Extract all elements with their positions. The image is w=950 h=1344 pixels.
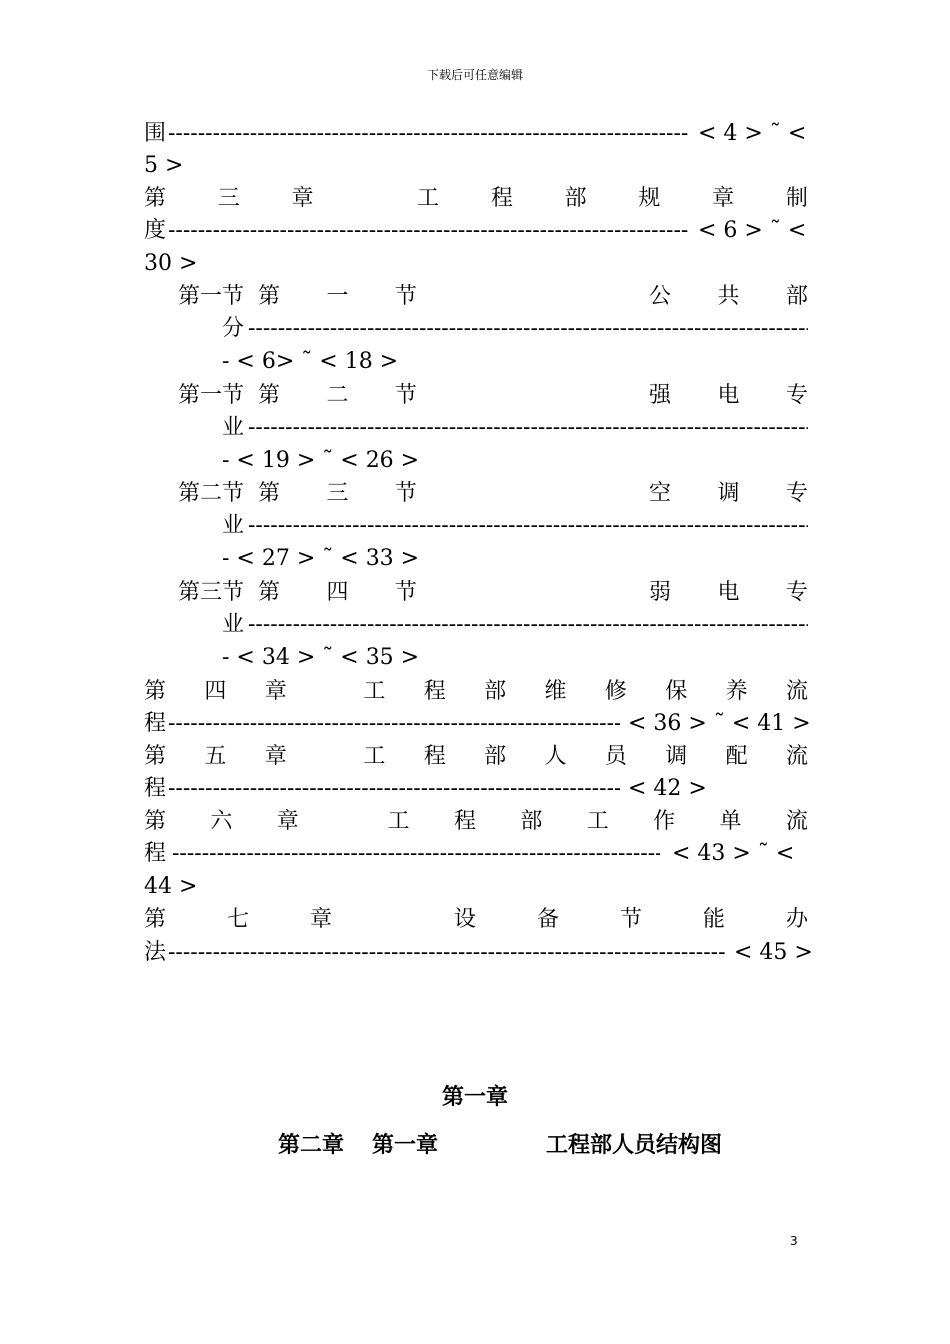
toc-line: 法 ----- < 45 > [0, 937, 950, 969]
page-header: 下载后可任意编辑 [426, 68, 523, 82]
toc-line: - < 6> ˜ < 18 > [222, 349, 399, 374]
toc-chapter-5[interactable]: 第 五 章 工 程 部 人 员 调 配 流 [144, 744, 808, 769]
toc-line: 44 > [144, 874, 198, 899]
leader-dots [168, 118, 688, 150]
toc-line: 业 ----- [0, 412, 950, 444]
leader-dots [168, 215, 688, 247]
leader-dots [248, 510, 808, 542]
page-number: 3 [790, 1234, 798, 1248]
leader-dots [172, 838, 660, 870]
leader-dots [168, 773, 620, 805]
toc-section-3[interactable]: 第二节 第 三 节 空 调 专 [178, 481, 808, 506]
toc-line: 围 ----- < 4 > ˜ < [0, 118, 950, 150]
toc-chapter-4[interactable]: 第 四 章 工 程 部 维 修 保 养 流 [144, 679, 808, 704]
leader-dots [248, 313, 808, 345]
toc-line: 度 ----- < 6 > ˜ < [0, 215, 950, 247]
subheading-title: 工程部人员结构图 [546, 1133, 723, 1158]
toc-line: 业 ----- [0, 609, 950, 641]
toc-line: 程 ----- < 42 > [0, 773, 950, 805]
chapter-heading: 第一章 [441, 1085, 508, 1110]
toc-line: 分 ----- [0, 313, 950, 345]
subheading-chapter-1: 第一章 [372, 1133, 439, 1158]
toc-line: 程 ----- < 36 > ˜ < 41 > [0, 708, 950, 740]
toc-chapter-7[interactable]: 第 七 章 设 备 节 能 办 [144, 907, 808, 932]
subheading-chapter-2: 第二章 [278, 1133, 345, 1158]
toc-line: - < 19 > ˜ < 26 > [222, 448, 420, 473]
toc-chapter-6[interactable]: 第 六 章 工 程 部 工 作 单 流 [144, 809, 808, 834]
toc-line: 5 > [144, 153, 184, 178]
toc-line: 程 ----- < 43 > ˜ < [0, 838, 950, 870]
toc-line: 30 > [144, 251, 198, 276]
toc-line: - < 27 > ˜ < 33 > [222, 546, 420, 571]
toc-section-4[interactable]: 第三节 第 四 节 弱 电 专 [178, 580, 808, 605]
toc-section-1[interactable]: 第一节 第 一 节 公 共 部 [178, 284, 808, 309]
leader-dots [248, 412, 808, 444]
toc-line: - < 34 > ˜ < 35 > [222, 645, 420, 670]
toc-section-2[interactable]: 第一节 第 二 节 强 电 专 [178, 383, 808, 408]
toc-line: 业 ----- [0, 510, 950, 542]
leader-dots [168, 708, 620, 740]
toc-chapter-3[interactable]: 第 三 章 工 程 部 规 章 制 [144, 186, 808, 211]
leader-dots [248, 609, 808, 641]
leader-dots [168, 937, 726, 969]
